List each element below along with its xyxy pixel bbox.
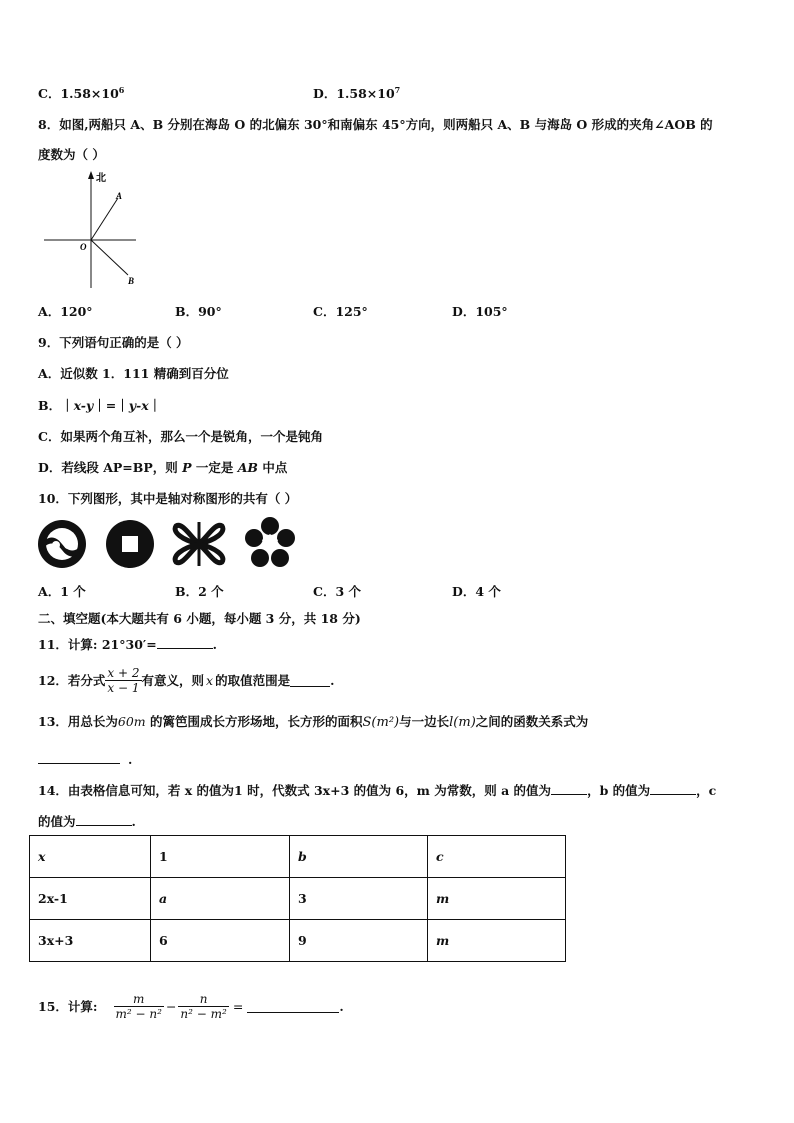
q10-option-b: B．2 个 [175, 584, 224, 599]
q10-option-d: D．4 个 [452, 584, 501, 599]
figure-circle-wave-icon [36, 518, 88, 570]
section-fill-in-heading: 二、填空题(本大题共有 6 小题，每小题 3 分，共 18 分) [38, 611, 361, 626]
table-cell: 2x-1 [30, 878, 151, 920]
q8-stem-line1: 8．如图,两船只 A、B 分别在海岛 O 的北偏东 30°和南偏东 45°方向，则两船只 A、B 与海岛 O 形成的夹角∠AOB 的 [38, 117, 713, 132]
table-row [30, 878, 566, 920]
table-cell: m [428, 920, 566, 962]
point-a-label: A [116, 191, 123, 201]
q9-option-a: A．近似数 1．111 精确到百分位 [38, 366, 229, 381]
table-cell: 6 [151, 920, 290, 962]
q8-option-a: A．120° [38, 304, 93, 319]
q8-option-b: B．90° [175, 304, 222, 319]
q13-line1: 13．用总长为60m 的篱笆围成长方形场地，长方形的面积S(m²)与一边长l(m)之间的函数关系式为 [38, 714, 589, 730]
table-cell: 9 [290, 920, 428, 962]
table-cell: 3 [290, 878, 428, 920]
q15-fraction-2: $\frac{n}{\text{n² − m²}}$ [180, 991, 227, 1021]
q7-option-c: C．$1.58\times 10^6$ [38, 84, 125, 101]
table-cell: 3x+3 [30, 920, 151, 962]
table-row [30, 920, 566, 962]
q14-line2: 的值为 . [38, 814, 136, 829]
q13-line2: . [38, 751, 132, 767]
q15-fraction-1: $\frac{m}{\text{m² − n²}}$ [115, 991, 162, 1021]
q9-option-d: D．若线段 AP=BP，则 P 一定是 AB 中点 [38, 460, 288, 475]
q11: 11．计算: 21°30′= . [38, 637, 218, 652]
q8-direction-figure [40, 168, 150, 293]
q8-stem-line2: 度数为（ ） [38, 147, 105, 162]
table-cell: m [428, 878, 566, 920]
q12-answer-blank[interactable] [290, 674, 330, 687]
ray-oa [91, 198, 118, 240]
q12-fraction: $\frac{x + 2}{x - 1}$ [107, 665, 140, 695]
table-cell: a [151, 878, 290, 920]
q14-c-blank[interactable] [76, 813, 132, 826]
q9-option-c: C．如果两个角互补，那么一个是锐角，一个是钝角 [38, 429, 323, 444]
point-o-label: O [80, 242, 87, 252]
figure-pentagon-flower-icon [244, 516, 296, 570]
q10-stem: 10．下列图形，其中是轴对称图形的共有（ ） [38, 491, 298, 506]
q9-option-b: B．｜x-y｜=｜y-x｜ [38, 398, 162, 413]
q10-option-c: C．3 个 [313, 584, 361, 599]
q10-option-a: A．1 个 [38, 584, 86, 599]
q15-answer-blank[interactable] [247, 1000, 339, 1013]
q8-option-d: D．105° [452, 304, 508, 319]
ray-ob [91, 240, 128, 275]
point-b-label: B [128, 276, 135, 286]
q9-stem: 9．下列语句正确的是（ ） [38, 335, 189, 350]
q14-b-blank[interactable] [650, 782, 696, 795]
q7-option-d: D．$1.58\times 10^7$ [313, 84, 401, 101]
table-row [30, 836, 566, 878]
q14-table [29, 835, 566, 962]
q15: 15．计算: $\frac{m}{\text{m² − n²}}$ − $\frac{n}{\text{n² − m²}}$ = . [38, 991, 344, 1021]
q11-answer-blank[interactable] [157, 636, 213, 649]
table-cell: x [30, 836, 151, 878]
table-cell: c [428, 836, 566, 878]
table-cell: 1 [151, 836, 290, 878]
q14-line1: 14．由表格信息可知，若 x 的值为1 时，代数式 3x+3 的值为 6，m 为常数，则 a 的值为 ，b 的值为 ，c [38, 783, 717, 798]
north-arrow-icon [88, 171, 94, 179]
figure-coin-square-icon [104, 518, 156, 570]
table-cell: b [290, 836, 428, 878]
q12: 12．若分式 $\frac{x + 2}{x - 1}$ 有意义，则 x 的取值范围是 . [38, 665, 335, 695]
figure-knot-icon [172, 518, 226, 570]
q13-answer-blank[interactable] [38, 751, 120, 764]
q14-a-blank[interactable] [551, 782, 587, 795]
q8-option-c: C．125° [313, 304, 368, 319]
north-label: 北 [96, 173, 106, 184]
